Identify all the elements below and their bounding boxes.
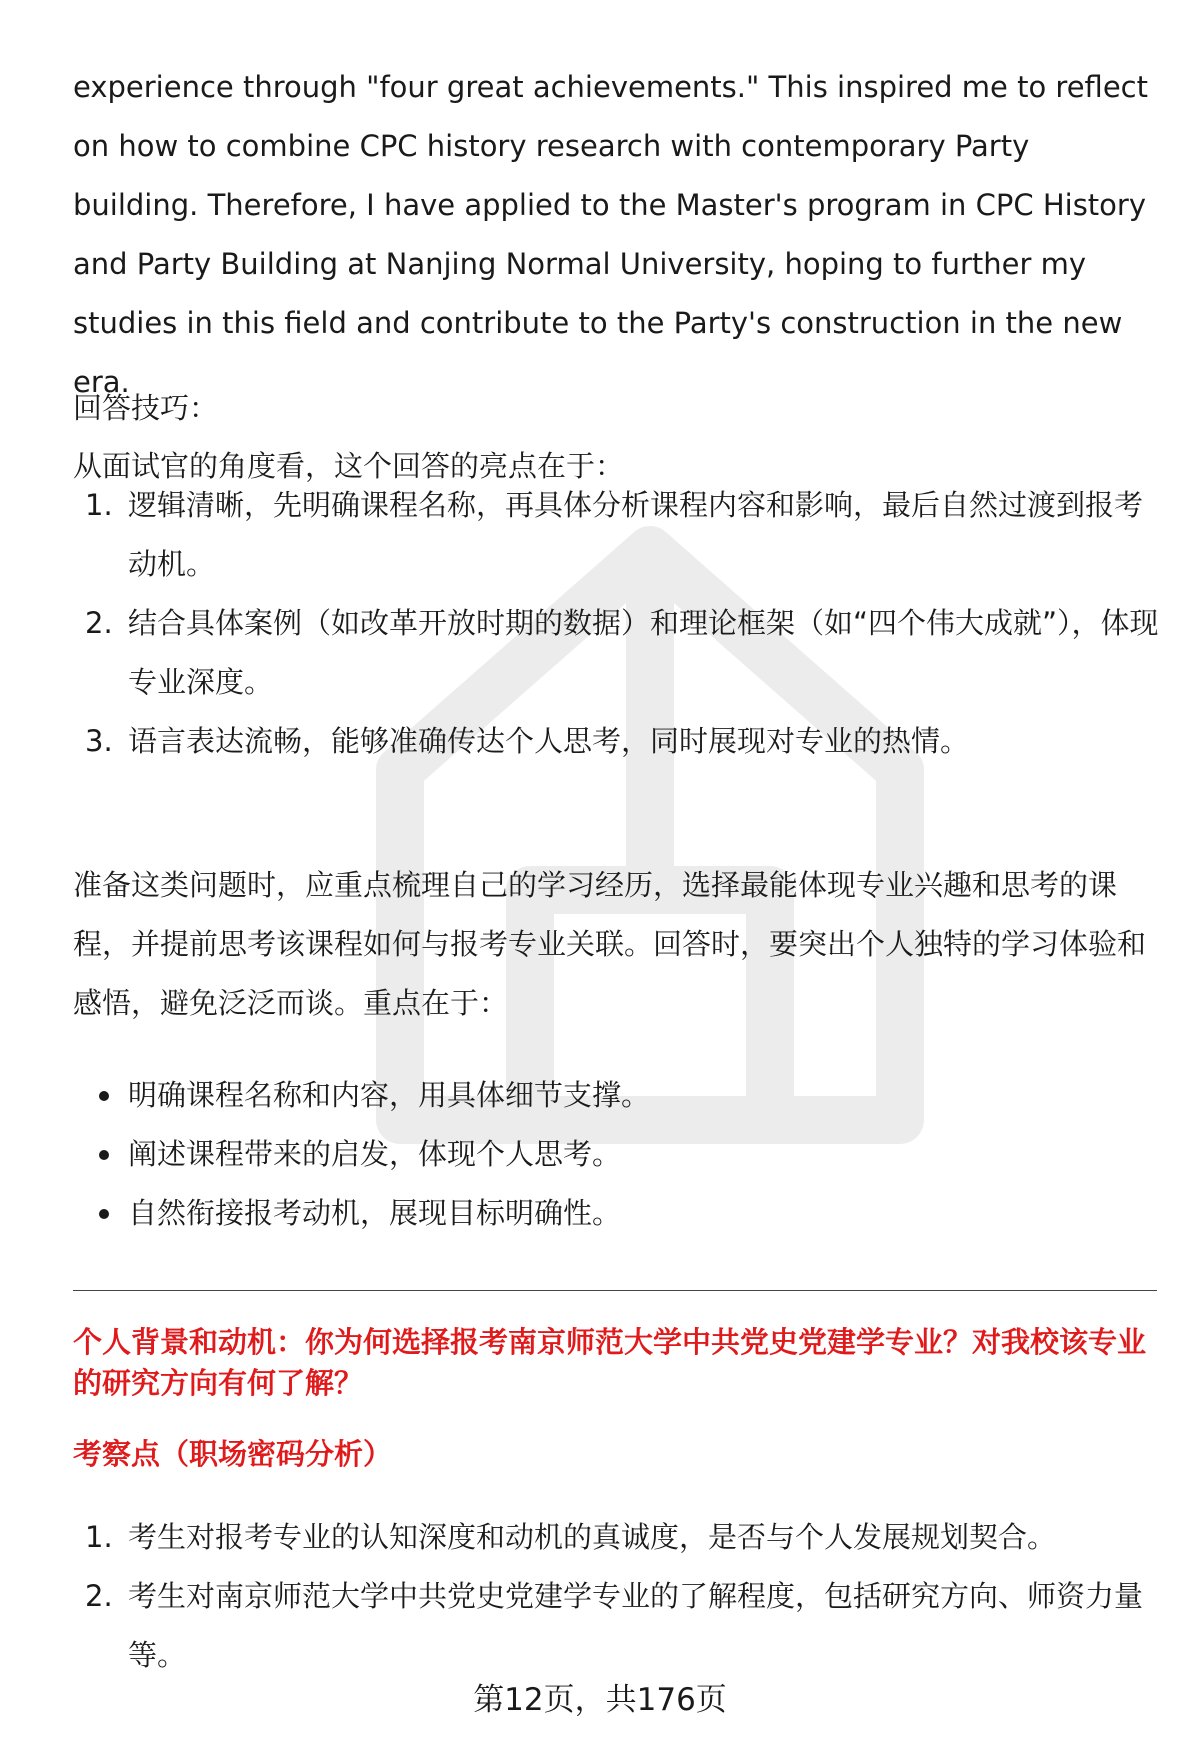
question-heading: 个人背景和动机：你为何选择报考南京师范大学中共党史党建学专业？对我校该专业的研究方向有何了解？ — [73, 1325, 1147, 1400]
bullet-item — [73, 1066, 1163, 1125]
list-item — [73, 1567, 1163, 1685]
bullet-item-text: 阐述课程带来的启发，体现个人思考。 — [128, 1137, 622, 1171]
list-item — [73, 594, 1163, 712]
list-item-text: 结合具体案例（如改革开放时期的数据）和理论框架（如“四个伟大成就”），体现专业深度。 — [128, 606, 1159, 699]
list-number: 3. — [85, 724, 113, 758]
bullet-dot-icon — [99, 1209, 109, 1219]
list-item — [73, 712, 1163, 771]
page-number-footer: 第12页，共176页 — [473, 1682, 727, 1718]
list-number: 2. — [85, 606, 113, 640]
bullet-dot-icon — [99, 1150, 109, 1160]
bullet-item — [73, 1184, 1163, 1243]
tips-points-list — [73, 476, 1163, 771]
list-item-text: 考生对报考专业的认知深度和动机的真诚度，是否与个人发展规划契合。 — [128, 1520, 1057, 1554]
list-item — [73, 476, 1163, 594]
list-number: 1. — [85, 1520, 113, 1554]
list-item-text: 语言表达流畅，能够准确传达个人思考，同时展现对专业的热情。 — [128, 724, 970, 758]
bullet-item — [73, 1125, 1163, 1184]
tips-intro: 从面试官的角度看，这个回答的亮点在于： — [73, 449, 625, 483]
list-item — [73, 1508, 1163, 1567]
section-divider — [73, 1290, 1157, 1291]
list-number: 2. — [85, 1579, 113, 1613]
bullet-item-text: 自然衔接报考动机，展现目标明确性。 — [128, 1196, 622, 1230]
exam-points-heading: 考察点（职场密码分析） — [73, 1437, 393, 1471]
preparation-paragraph: 准备这类问题时，应重点梳理自己的学习经历，选择最能体现专业兴趣和思考的课程，并提前思考该课程如何与报考专业关联。回答时，要突出个人独特的学习体验和感悟，避免泛泛而谈。重点在于： — [73, 868, 1147, 1020]
exam-points-list — [73, 1508, 1163, 1685]
list-item-text: 考生对南京师范大学中共党史党建学专业的了解程度，包括研究方向、师资力量等。 — [128, 1579, 1144, 1672]
intro-paragraph: experience through "four great achievements." This inspired me to reflect on how to combine CPC history research with contemporary Party building. Therefore, I have applied to the Master's program in CPC History and Party Building at Nanjing Normal University, hoping to further my studies in this field and contribute to the Party's construction in the new era. — [73, 70, 1148, 399]
bullet-item-text: 明确课程名称和内容，用具体细节支撑。 — [128, 1078, 651, 1112]
preparation-bullet-list — [73, 1066, 1163, 1243]
tips-label: 回答技巧： — [73, 391, 219, 425]
list-item-text: 逻辑清晰，先明确课程名称，再具体分析课程内容和影响，最后自然过渡到报考动机。 — [128, 488, 1144, 581]
list-number: 1. — [85, 488, 113, 522]
bullet-dot-icon — [99, 1091, 109, 1101]
